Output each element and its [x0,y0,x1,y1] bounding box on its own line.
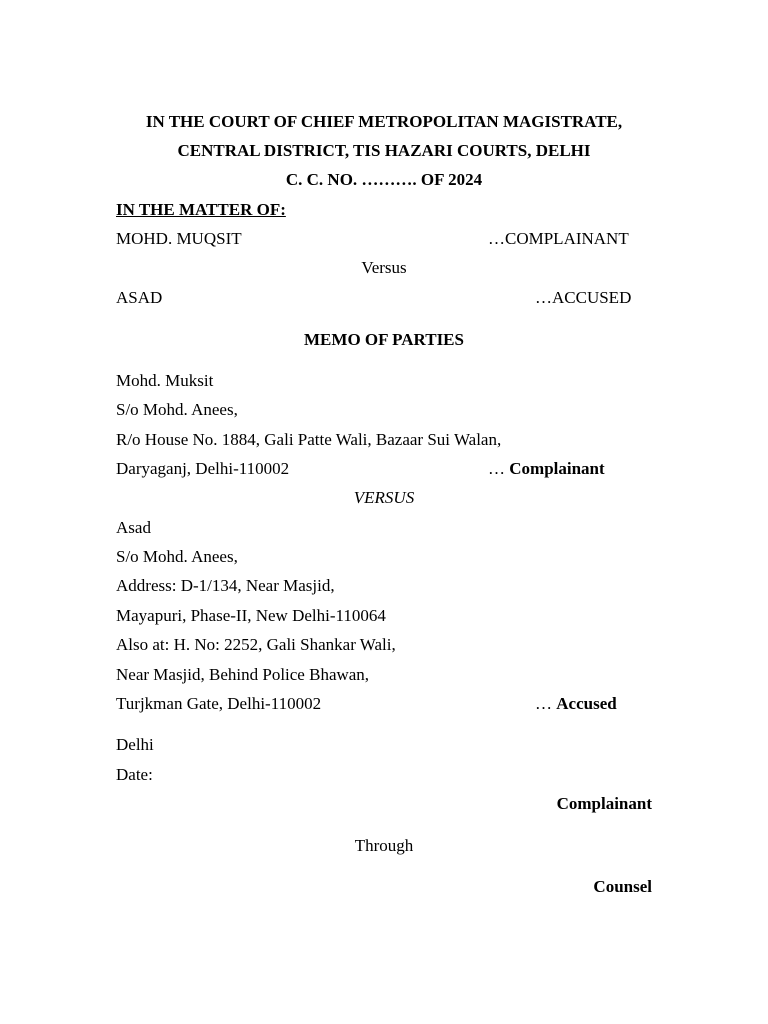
accused-address-5: Turjkman Gate, Delhi-110002 [116,694,322,713]
complainant-address-1: R/o House No. 1884, Gali Patte Wali, Bazaar Sui Walan, [116,430,502,449]
footer-signatory: Complainant [556,794,652,813]
accused-name: Asad [116,518,151,537]
accused-address-1: Address: D-1/134, Near Masjid, [116,576,335,595]
footer-place: Delhi [116,735,154,754]
matter-label: IN THE MATTER OF: [116,200,286,219]
court-heading-line-2: CENTRAL DISTRICT, TIS HAZARI COURTS, DELHI [177,141,591,160]
matter-complainant-role: …COMPLAINANT [488,229,629,248]
matter-accused-name: ASAD [116,288,163,307]
accused-role: Accused [556,694,617,713]
complainant-name: Mohd. Muksit [116,371,214,390]
complainant-role-prefix: … [488,459,510,478]
accused-role-prefix: … [535,694,557,713]
matter-versus: Versus [361,258,407,277]
accused-address-3: Also at: H. No: 2252, Gali Shankar Wali, [116,635,396,654]
complainant-parent: S/o Mohd. Anees, [116,400,238,419]
accused-role-label [535,694,617,714]
accused-address-4: Near Masjid, Behind Police Bhawan, [116,665,370,684]
accused-address-2: Mayapuri, Phase-II, New Delhi-110064 [116,606,386,625]
matter-accused-role: …ACCUSED [535,288,632,307]
accused-parent: S/o Mohd. Anees, [116,547,238,566]
complainant-role: Complainant [509,459,605,478]
complainant-role-label [488,459,605,479]
footer-counsel: Counsel [593,877,652,896]
complainant-address-2: Daryaganj, Delhi-110002 [116,459,290,478]
court-heading-line-1: IN THE COURT OF CHIEF METROPOLITAN MAGISTRATE, [145,112,623,131]
memo-title: MEMO OF PARTIES [304,330,464,349]
footer-date-label: Date: [116,765,153,784]
versus-italic: VERSUS [353,488,415,507]
case-number: C. C. NO. ………. OF 2024 [285,170,483,189]
footer-through: Through [354,836,414,855]
matter-complainant-name: MOHD. MUQSIT [116,229,242,248]
